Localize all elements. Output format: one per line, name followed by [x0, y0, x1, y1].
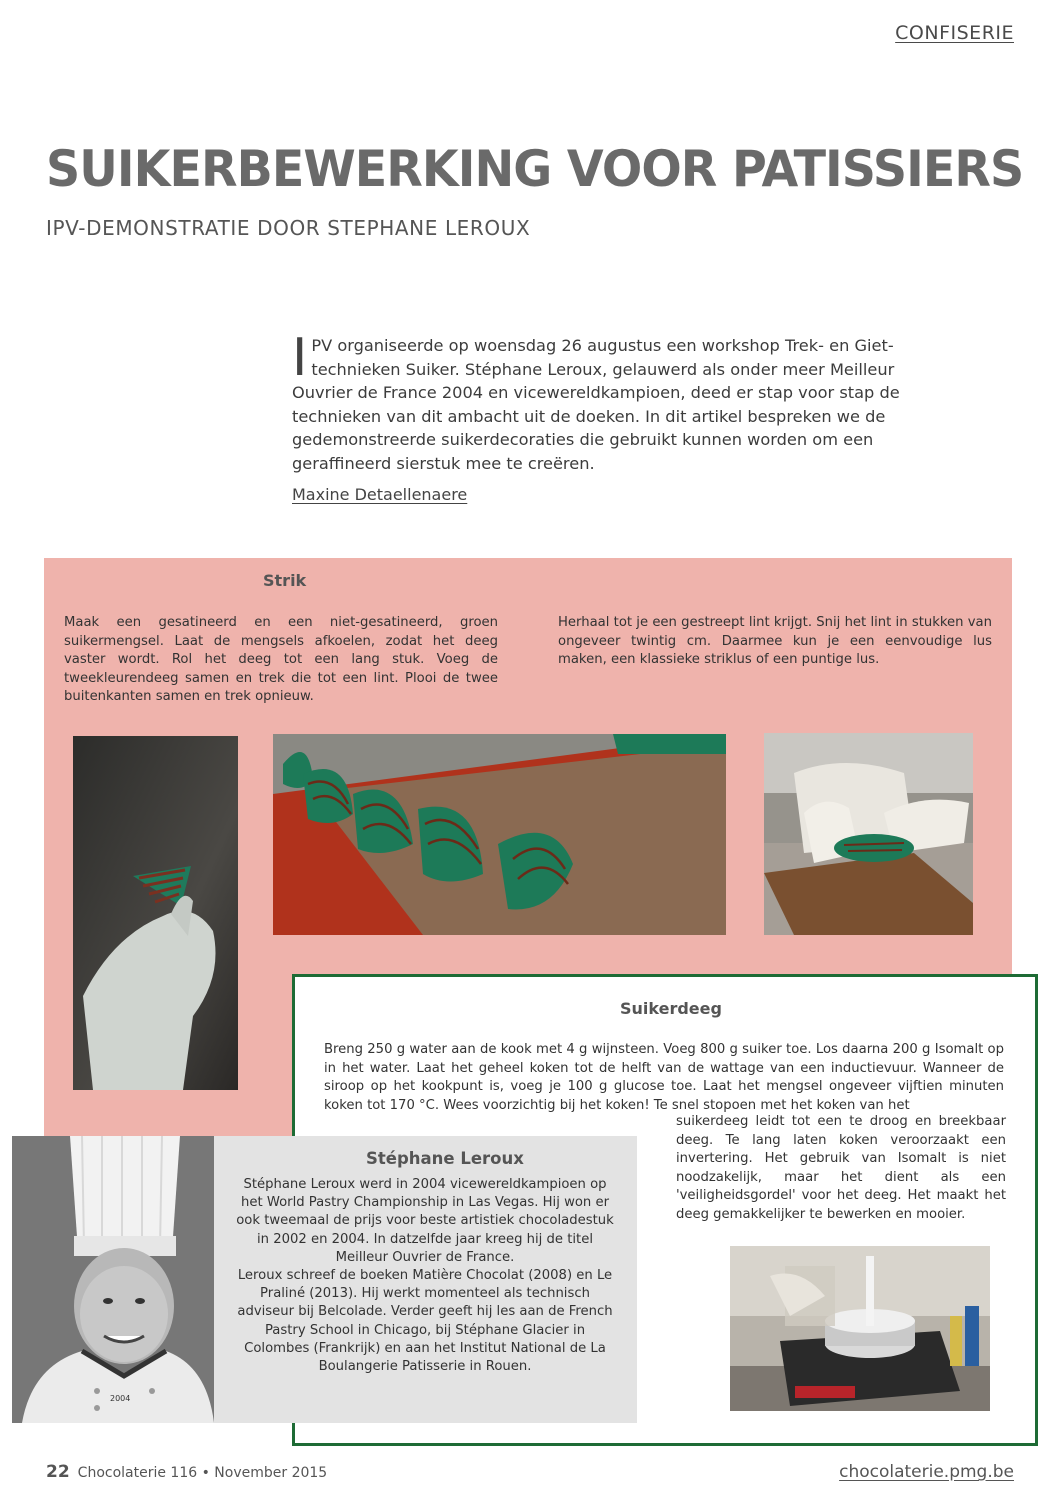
article-intro [292, 328, 942, 475]
photo-hand-ribbon [73, 736, 238, 1090]
article-author: Maxine Detaellenaere [292, 485, 468, 504]
article-title: SUIKERBEWERKING VOOR PATISSIERS [46, 140, 1024, 198]
suikerdeeg-paragraph-2: suikerdeeg leidt tot een te droog en breekbaar deeg. Te lang laten koken veroorzaakt een invertering. Het gebruik van Isomalt is niet noodzakelijk, maar het dient als een 'veiligheidsgordel' voor het deeg. Het maakt het deeg gemakkelijker te bewerken en mooier. [676, 1114, 1006, 1222]
intro-text: PV organiseerde op woensdag 26 augustus een workshop Trek- en Giet-technieken Suiker. Stéphane Leroux, gelauwerd als onder meer Meilleur Ouvrier de France 2004 en vicewereldkampioen, deed er stap voor stap de technieken van dit ambacht uit de doeken. In dit artikel bespreken we de gedemonstreerde suikerdecoraties die gebruikt kunnen worden om een geraffineerd sierstuk mee te creëren. [292, 336, 900, 473]
strik-column-1: Maak een gesatineerd en een niet-gesatineerd, groen suikermengsel. Laat de mengsels afkoelen, zodat het deeg vaster wordt. Rol het deeg tot een lang stuk. Voeg de tweekleurendeeg samen en trek die tot een lint. Plooi de twee buitenkanten samen en trek opnieuw. [64, 615, 498, 704]
footer-page-info [46, 1462, 327, 1482]
intro-dropcap: I [292, 328, 308, 388]
bio-paragraph-2: Leroux schreef de boeken Matière Chocolat (2008) en Le Praliné (2013). Hij werkt momenteel als technisch adviseur bij Belcolade. Verder geeft hij les aan de French Pastry School in Chicago, bij Stéphane Glacier in Colombes (Frankrijk) en aan het Institut National de La Boulangerie Patisserie in Rouen. [237, 1268, 613, 1375]
photo-induction-cooking [730, 1246, 990, 1411]
issue-info: Chocolaterie 116 • November 2015 [77, 1465, 328, 1481]
bio-paragraph-1: Stéphane Leroux werd in 2004 vicewereldkampioen op het World Pastry Championship in Las Vegas. Hij won er ook tweemaal de prijs voor beste artistiek chocoladestuk in 2002 en 2004. In datzelfde jaar kreeg hij de titel Meilleur Ouvrier de France. [236, 1177, 614, 1265]
section-label: CONFISERIE [895, 22, 1014, 44]
photo-stephane-leroux [12, 1136, 214, 1423]
strik-title: Strik [263, 571, 307, 590]
suikerdeeg-title: Suikerdeeg [620, 999, 722, 1018]
bio-text [232, 1176, 618, 1376]
photo-ribbon-loops [273, 734, 726, 935]
footer-url-link[interactable]: chocolaterie.pmg.be [839, 1462, 1014, 1482]
page-number: 22 [46, 1462, 70, 1482]
jacket-badge: 2004 [110, 1394, 131, 1403]
photo-gloved-hands [764, 733, 973, 935]
strik-column-2: Herhaal tot je een gestreept lint krijgt. Snij het lint in stukken van ongeveer twintig cm. Daarmee kun je een eenvoudige lus maken, een klassieke striklus of een puntige lus. [558, 615, 992, 667]
article-subtitle: IPV-DEMONSTRATIE DOOR STEPHANE LEROUX [46, 216, 531, 240]
suikerdeeg-paragraph-1: Breng 250 g water aan de kook met 4 g wijnsteen. Voeg 800 g suiker toe. Los daarna 200 g Isomalt op in het water. Laat het geheel koken tot de helft van de wattage van een inductievuur. Wanneer de siroop op het kookpunt is, voeg je 100 g glucose toe. Laat het mengsel ongeveer vijftien minuten koken tot 170 °C. Wees voorzichtig bij het koken! Te snel stopoen met het koken van het [324, 1042, 1004, 1113]
bio-title: Stéphane Leroux [366, 1149, 524, 1168]
